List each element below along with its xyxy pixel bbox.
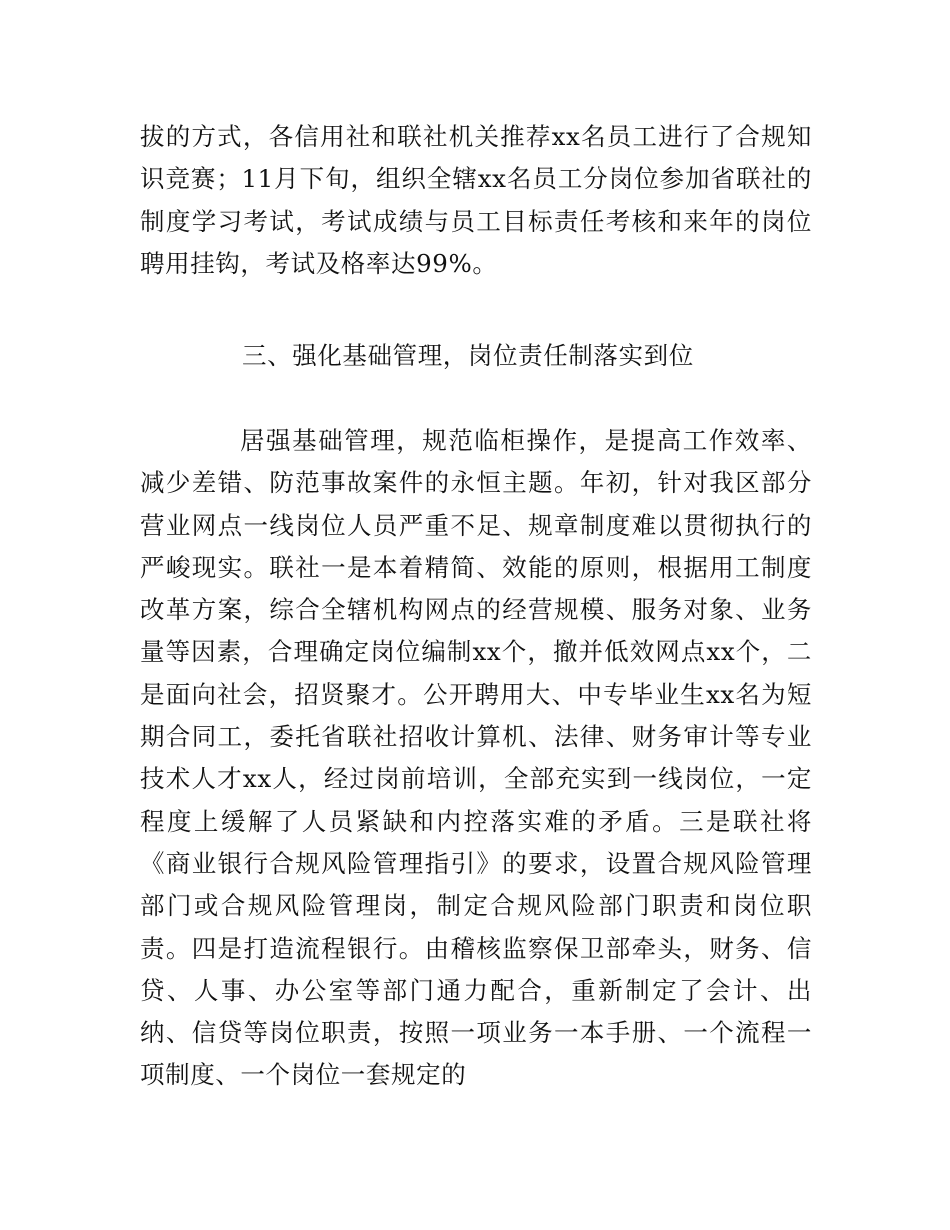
paragraph-continued: 拔的方式，各信用社和联社机关推荐xx名员工进行了合规知识竞赛；11月下旬，组织全辖xx名员工分岗位参加省联社的制度学习考试，考试成绩与员工目标责任考核和来年的岗位聘用挂钩，考试及格率达99%。 — [140, 122, 812, 278]
section-heading: 三、强化基础管理，岗位责任制落实到位 — [242, 341, 694, 370]
paragraph-main: 居强基础管理，规范临柜操作，是提高工作效率、减少差错、防范事故案件的永恒主题。年初，针对我区部分营业网点一线岗位人员严重不足、规章制度难以贯彻执行的严峻现实。联社一是本着精简、效能的原则，根据用工制度改革方案，综合全辖机构网点的经营规模、服务对象、业务量等因素，合理确定岗位编制xx个，撤并低效网点xx个，二是面向社会，招贤聚才。公开聘用大、中专毕业生xx名为短期合同工，委托省联社招收计算机、法律、财务审计等专业技术人才xx人，经过岗前培训，全部充实到一线岗位，一定程度上缓解了人员紧缺和内控落实难的矛盾。三是联社将《商业银行合规风险管理指引》的要求，设置合规风险管理部门或合规风险管理岗，制定合规风险部门职责和岗位职责。四是打造流程银行。由稽核监察保卫部牵头，财务、信贷、人事、办公室等部门通力配合，重新制定了会计、出纳、信贷等岗位职责，按照一项业务一本手册、一个流程一项制度、一个岗位一套规定的 — [140, 426, 812, 1090]
